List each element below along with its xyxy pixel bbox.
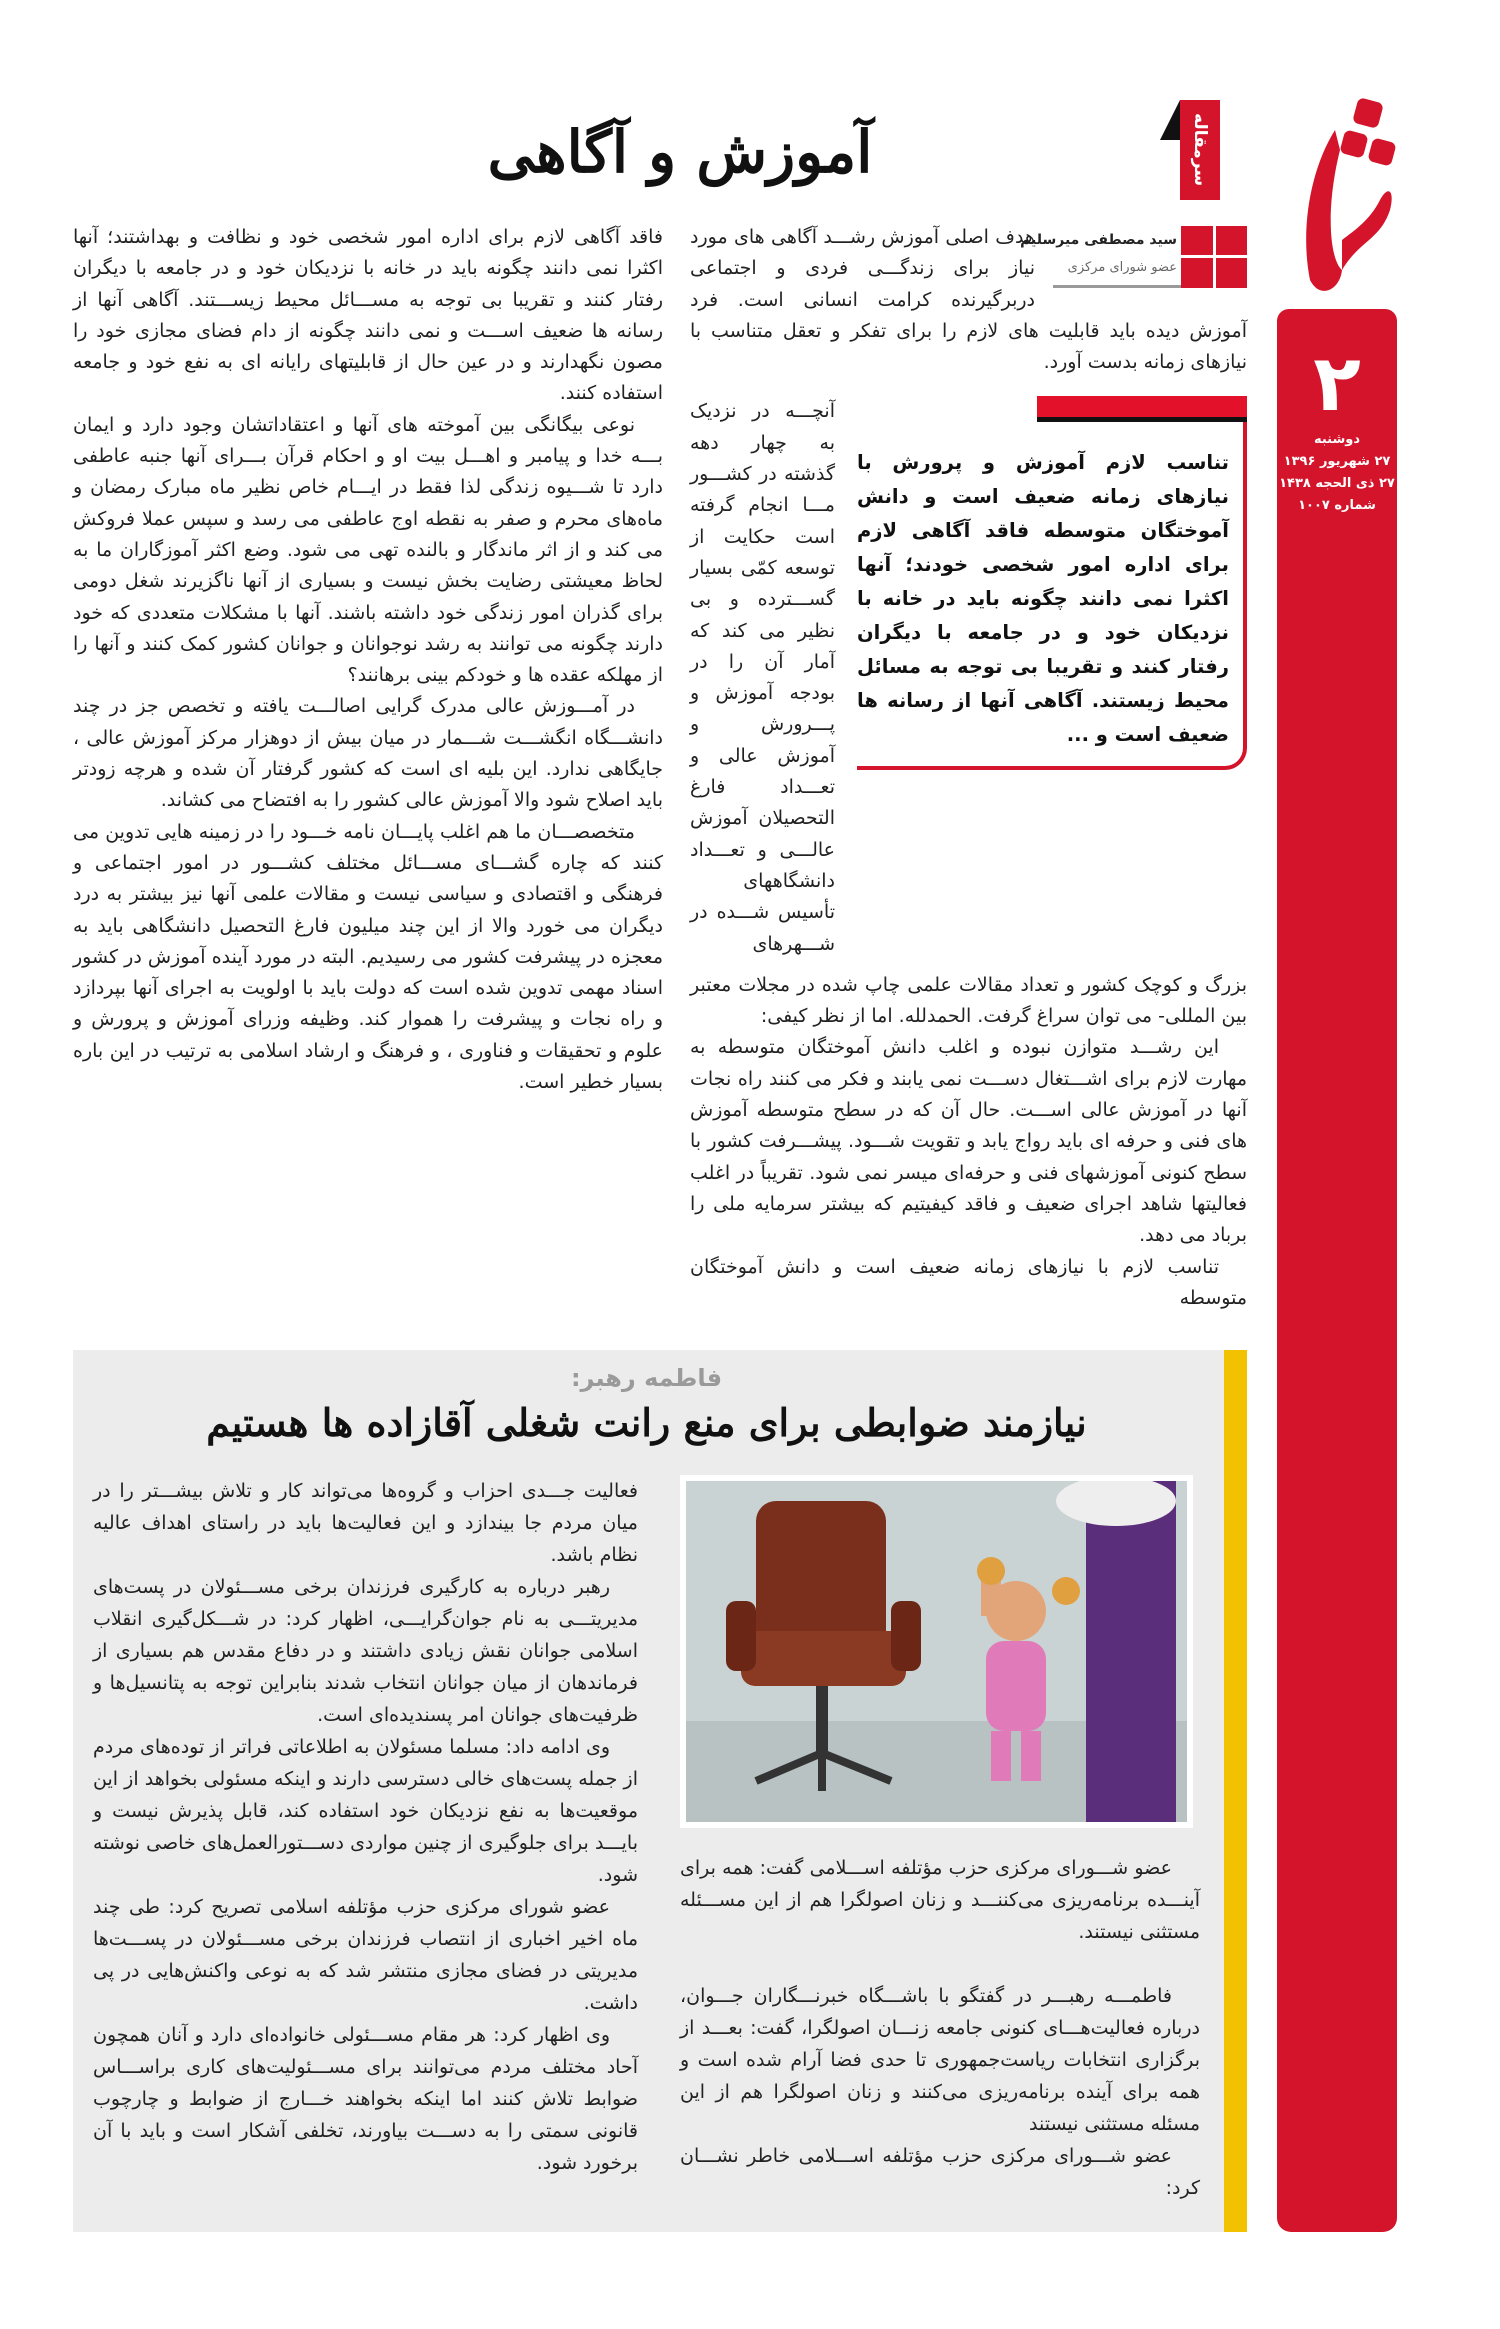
- editorial-intro-cont: دیده باید قابلیت های لازم را برای تفکر و تعقل متناسب با نیازهای زمانه بدست آورد.: [690, 319, 1247, 374]
- date-lunar: ۲۷ ذی الحجه ۱۴۳۸: [1279, 476, 1395, 491]
- paragraph: فاقد آگاهی لازم برای اداره امور شخصی خود و نظافت و بهداشتند؛ آنها اکثرا نمی دانند چگونه باید در خانه با نزدیکان خود و در جامعه با دیگران رفتار کنند و تقریبا بی توجه به مســـائل محیط زیســـتند. آگاهی آنها از رسانه ها ضعیف اســـت و نمی دانند چگونه از دام فضای مجازی خود را مصون نگهدارند و در عین حال از قابلیتهای رایانه ای به نفع خود و جامعه استفاده کنند.: [73, 226, 663, 405]
- paragraph: در آمـــوزش عالی مدرک گرایی اصالـــت یافته و تخصص جز در چند دانشـــگاه انگشـــت شـــمار در میان بیش از دوهزار مرکز آموزش عالی ، جایگاهی ندارد. این بلیه ای است که کشور گرفتار آن شده و هرچه زودتر باید اصلاح شود والا آموزش عالی کشور را به افتضاح می کشاند.: [73, 695, 663, 812]
- divider: [1053, 285, 1181, 288]
- paragraph: رهبر درباره به کارگیری فرزندان برخی مســـئولان در پست‌های مدیریتـــی به نام جوان‌گرایـــی، اظهار کرد: در شـــکل‌گیری انقلاب اسلامی جوانان نقش زیادی داشتند و در دفاع مقدس هم بسیاری از فرماندهان از میان جوانان انتخاب شدند بنابراین توجه به پتانسیل‌ها و ظرفیت‌های جوانان امر پسندیده‌ای است.: [93, 1576, 638, 1727]
- date-solar: ۲۷ شهریور ۱۳۹۶: [1283, 454, 1391, 469]
- page-number: ۲: [1313, 339, 1361, 429]
- editorial-section: [73, 222, 1247, 1314]
- paragraph: این رشـــد متوازن نبوده و اغلب دانش آموختگان متوسطه به مهارت لازم برای اشـــتغال دســـت نمی یابند و فکر می کنند راه نجات آنها در آموزش عالی اســـت. حال آن که در سطح متوسطه آموزش های فنی و حرفه ای باید رواج یابد و تقویت شـــود. پیشـــرفت کشور با سطح کنونی آموزشهای فنی و حرفه‌ای میسر نمی شود. تقریباً در اغلب فعالیتها شاهد اجرای ضعیف و فاقد کیفیتیم که بیشتر سرمایه ملی را برباد می دهد.: [690, 1036, 1247, 1247]
- issue-number: شماره ۱۰۰۷: [1298, 498, 1376, 513]
- news-right-text: [680, 1852, 1200, 2204]
- author-role: عضو شورای مرکزی: [1067, 260, 1177, 275]
- news-headline: نیازمند ضوابطی برای منع رانت شغلی آقازاده ها هستیم: [206, 1400, 1087, 1446]
- paragraph: بزرگ و کوچک کشور و تعداد مقالات علمی چاپ شده در مجلات معتبر بین المللی- می توان سراغ گرفت. الحمدلله. اما از نظر کیفی:: [690, 973, 1247, 1028]
- news-box: [73, 1350, 1247, 2232]
- paragraph: عضو شورای مرکزی حزب مؤتلفه اسلامی تصریح کرد: طی چند ماه اخیر اخباری از انتصاب فرزندان برخی مســـئولان در پســـت‌ها مدیریتی در فضای مجازی منتشر شد که به نوعی واکنش‌هایی در پی داشت.: [93, 1896, 638, 2015]
- author-name: سید مصطفی میرسلیم: [1020, 232, 1177, 248]
- pull-quote-text: تناسب لازم آموزش و پرورش با نیازهای زمانه ضعیف است و دانش آموختگان متوسطه فاقد آگاهی لازم برای اداره امور شخصی خودند؛ آنها اکثرا نمی دانند چگونه باید در خانه با نزدیکان خود و در جامعه با دیگران رفتار کنند و تقریبا بی توجه به مسائل محیط زیستند. آگاهی آنها از رسانه ها ضعیف است و ...: [857, 451, 1229, 747]
- editorial-right-bottom: [690, 970, 1247, 1314]
- quote-bar: [1037, 396, 1247, 422]
- issue-sidebar: [1277, 309, 1397, 2232]
- section-notch: [1160, 100, 1180, 140]
- editorial-intro-text: هدف اصلی آموزش رشـــد آگاهی های مورد نیاز برای زندگـــی فردی و اجتماعی دربرگیرنده کرامت انسانی است. فرد آموزش: [690, 226, 1248, 342]
- section-label: سرمقاله: [1180, 100, 1220, 200]
- main-content: [73, 222, 1247, 2329]
- paragraph: وی ادامه داد: مسلما مسئولان به اطلاعاتی فراتر از توده‌های مردم از جمله پست‌های خالی دسترسی دارند و اینکه مسئولی بخواهد از این موقعیت‌ها به نفع نزدیکان خود استفاده کند، قابل پذیرش نیست و بایـــد برای جلوگیری از چنین مواردی دســـتورالعمل‌های خاصی نوشته شود.: [93, 1736, 638, 1887]
- news-left-column: [93, 1475, 638, 2179]
- paragraph: وی اظهار کرد: هر مقام مســـئولی خانواده‌ای دارد و آنان همچون آحاد مختلف مردم می‌توانند برای مســـئولیت‌های کاری براســـاس ضوابط تلاش کنند اما اینکه بخواهند خـــارج از ضوابط و چارچوب قانونی سمتی را به دســـت بیاورند، تخلفی آشکار است و باید با آن برخورد شود.: [93, 2024, 638, 2175]
- editorial-left-column: [73, 222, 663, 1098]
- editorial-narrow-column: آنچـــه در نزدیک به چهار دهه گذشته در کشـــور مـــا انجام گرفته است حکایت از توسعه کمّی بسیار گســـترده و بی نظیر می کند که آمار آن را در بودجه آموزش و پـــرورش و آموزش عالی و تعـــداد فارغ التحصیلان آموزش عالـــی و تعـــداد دانشگاههای تأسیس شـــده در شـــهرهای: [690, 400, 835, 955]
- cartoon-chair-child-illustration: [686, 1481, 1187, 1822]
- pull-quote: [857, 396, 1247, 770]
- paragraph: متخصصـــان ما هم اغلب پایـــان نامه خـــود را در زمینه هایی تدوین می کنند که چاره گشـــای مســـائل مختلف کشـــور در امور اجتماعی و فرهنگی و اقتصادی و سیاسی نیست و مقالات علمی آنها نیز بیشتر به درد دیگران می خورد والا از این چند میلیون فارغ التحصیل دانشگاهی باید به معجزه در پیشرفت کشور می رسیدیم. البته در مورد آینده آموزش در کشور اسناد مهمی تدوین شده است که دولت باید با اولویت به اجرای آنها بپردازد و راه نجات و پیشرفت را هموار کند. وظیفه وزرای آموزش و پرورش و علوم و تحقیقات و فناوری ، و فرهنگ و ارشاد اسلامی به ترتیب در این باره بسیار خطیر است.: [73, 820, 663, 1094]
- paragraph: عضو شـــورای مرکزی حزب مؤتلفه اســـلامی خاطر نشـــان کرد:: [680, 2145, 1200, 2200]
- editorial-right-column: [690, 222, 1247, 1314]
- editorial-title: آموزش و آگاهی: [487, 118, 873, 186]
- paragraph: فعالیت جـــدی احزاب و گروه‌ها می‌تواند کار و تلاش بیشـــتر را در میان مردم جا بیندازد و این فعالیت‌ها باید در راستای اهداف عالیه نظام باشد.: [93, 1480, 638, 1567]
- paragraph: فاطمـــه رهبـــر در گفتگو با باشـــگاه خبرنـــگاران جـــوان، درباره فعالیت‌هـــای کنونی جامعه زنـــان اصولگرا، گفت: بعـــد از برگزاری انتخابات ریاست‌جمهوری تا حدی فضا آرام شده است و همه برای آینده برنامه‌ریزی می‌کنند و زنان اصولگرا هم از این مسئله مستثنی نیستند: [680, 1985, 1200, 2136]
- paragraph: تناسب لازم با نیازهای زمانه ضعیف است و دانش آموختگان متوسطه: [690, 1255, 1247, 1309]
- weekday: دوشنبه: [1313, 432, 1361, 447]
- paragraph: عضو شـــورای مرکزی حزب مؤتلفه اســـلامی گفت: همه برای آینـــده برنامه‌ریزی می‌کننـــد و زنان اصولگرا هم از این مســـئله مستثنی نیستند.: [680, 1857, 1200, 1944]
- editorial-mid-row: [690, 396, 1247, 959]
- cartoon-image: [680, 1475, 1193, 1828]
- author-icon: [1181, 226, 1247, 288]
- shoma-logo: [1280, 90, 1400, 300]
- paragraph: نوعی بیگانگی بین آموخته های آنها و اعتقاداتشان وجود دارد و ایمان بـــه خدا و پیامبر و اهـــل بیت او و احکام قرآن بـــرای آنها جنبه عاطفی دارد تا شـــیوه زندگی لذا فقط در ایـــام خاص نظیر ماه مبارک رمضان و ماه‌های محرم و صفر به نقطه اوج عاطفی می رسد و سپس عملا فروکش می کند و از اثر ماندگار و بالنده تهی می شود. وضع اکثر آموزگاران ما به لحاظ معیشتی رضایت بخش نیست و بسیاری از آنها ناگزیرند شغل دومی برای گذران امور زندگی خود داشته باشند. آنها با مشکلات متعددی که خود دارند چگونه می توانند به رشد نوجوانان و جوانان کشور کمک کنند و آنها را از مهلکه عقده ها و خودکم بینی برهانند؟: [73, 413, 663, 687]
- news-subhead: فاطمه رهبر:: [570, 1364, 723, 1393]
- news-columns: [93, 1475, 1200, 2204]
- author-box: [1020, 226, 1247, 288]
- news-right-column: [680, 1475, 1200, 2204]
